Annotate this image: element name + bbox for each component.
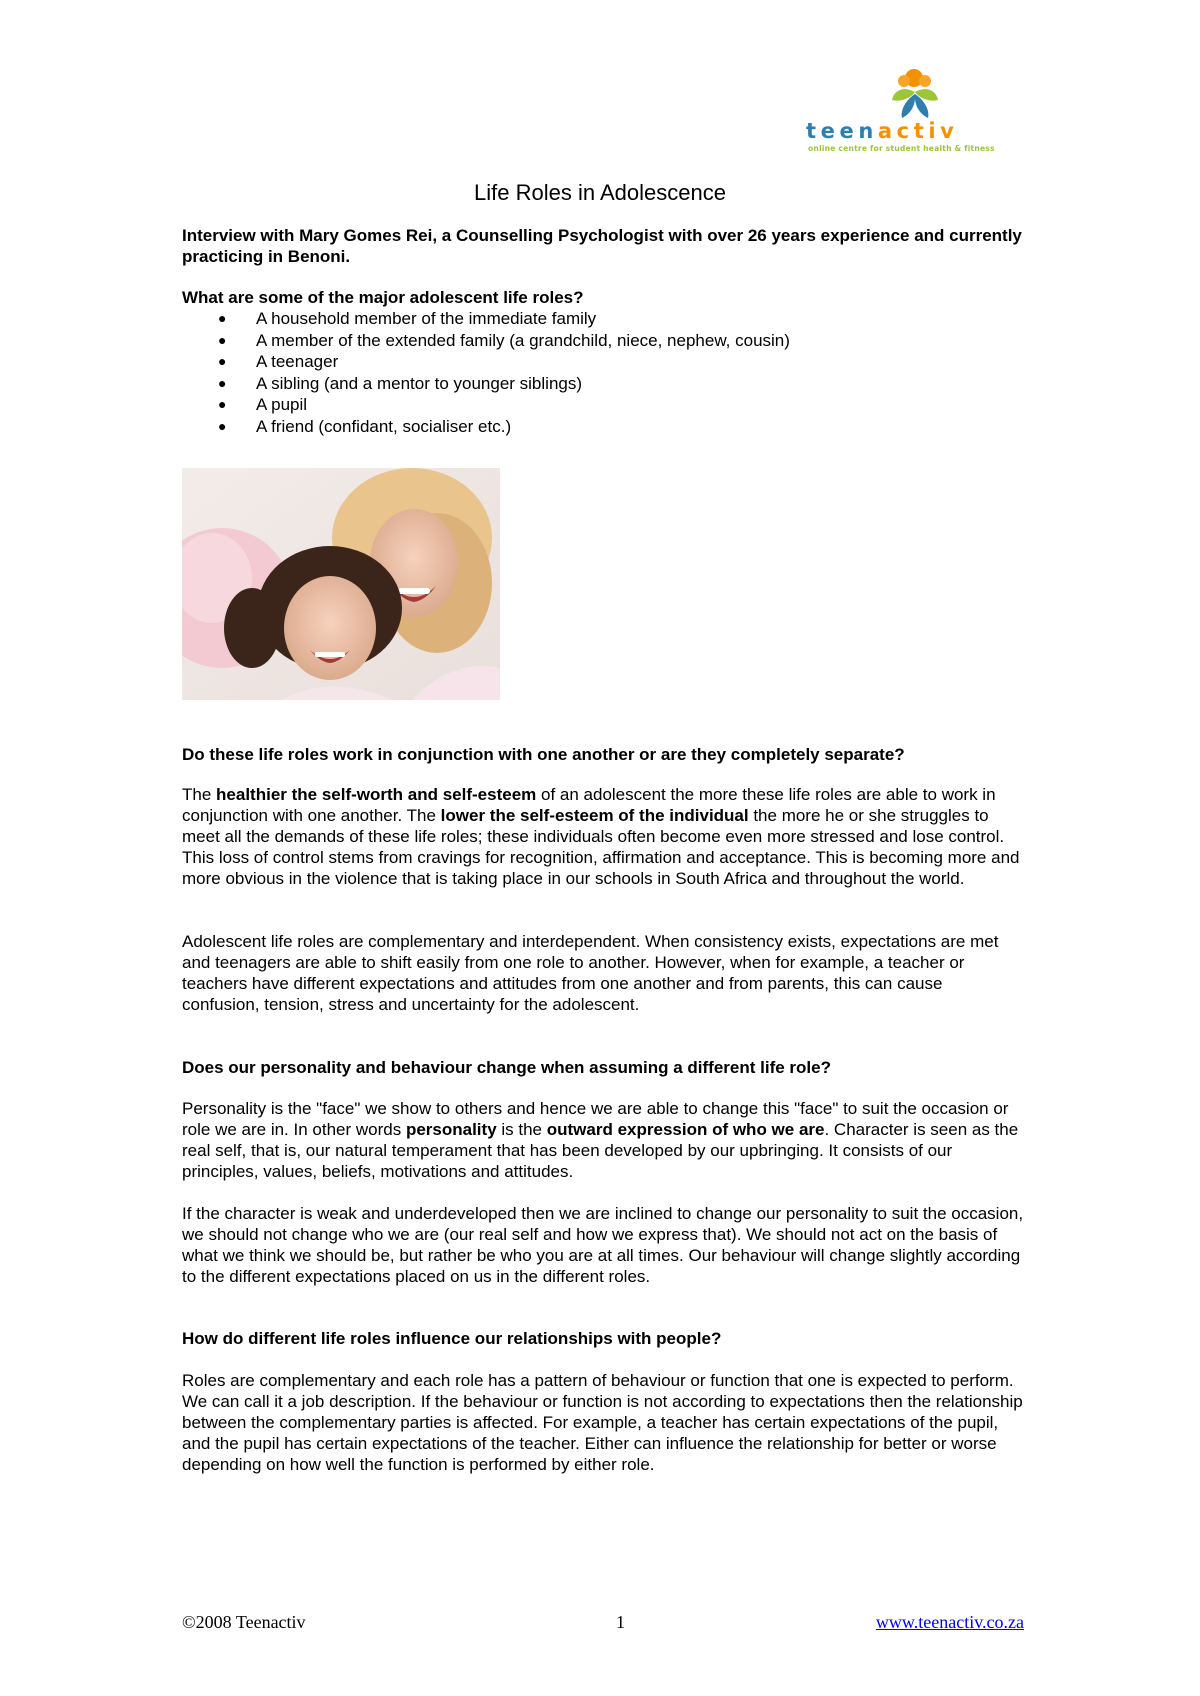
flower-logo-icon [888,68,944,120]
photo-illustration [182,468,500,700]
list-item [182,330,1024,352]
list-item-text: A friend (confidant, socialiser etc.) [256,416,512,436]
logo-wordmark [806,118,958,144]
list-item [182,373,1024,395]
list-item [182,394,1024,416]
question-relationships: How do different life roles influence our relationships with people? [182,1329,722,1348]
question-personality: Does our personality and behaviour change when assuming a different life role? [182,1058,831,1077]
bullet-icon: ● [218,396,227,412]
page-footer [182,1612,1024,1636]
list-item-text: A household member of the immediate family [256,309,597,328]
answer-personality-paragraph-1: Personality is the "face" we show to others and hence we are able to change this "face" to suit the occasion or role we are in. In other words personality is the outward expression of who we are. Character is seen as the real self, that is, our natural temperament that has been developed by our upbringing. It consists of our principles, values, beliefs, motivations and attitudes. [182,1099,1019,1181]
answer-conjunction-paragraph-2: Adolescent life roles are complementary and interdependent. When consistency exists, expectations are met and teenagers are able to shift easily from one role to another. However, when for example, a teacher or teachers have different expectations and attitudes from one another and from parents, this can cause confusion, tension, stress and uncertainty for the adolescent. [182,932,999,1014]
life-roles-list [182,308,1024,437]
footer-copyright: ©2008 Teenactiv [182,1612,306,1632]
list-item-text: A teenager [256,352,339,371]
bullet-icon: ● [218,353,227,369]
teenactiv-logo [806,68,1024,158]
list-item [182,308,1024,330]
answer-relationships-paragraph: Roles are complementary and each role has a pattern of behaviour or function that one is expected to perform. We can call it a job description. If the behaviour or function is not according to expectations then the relationship between the complementary parties is affected. For example, a teacher has certain expectations of the pupil, and the pupil has certain expectations of the teacher. Either can influence the relationship for better or worse depending on how well the function is performed by either role. [182,1371,1023,1474]
intro-text: Interview with Mary Gomes Rei, a Counselling Psychologist with over 26 years experience and currently practicing in Benoni. [182,226,1022,266]
answer-personality-paragraph-2: If the character is weak and underdeveloped then we are inclined to change our personality to suit the occasion, we should not change who we are (our real self and how we express that). We should not act on the basis of what we think we should be, but rather be who you are at all times. Our behaviour will change slightly according to the different expectations placed on us in the different roles. [182,1204,1024,1286]
logo-word-teen: teen [806,119,878,143]
list-item-text: A sibling (and a mentor to younger siblings) [256,373,583,393]
bullet-icon: ● [218,374,227,391]
list-item [182,416,1024,438]
list-item-text: A member of the extended family (a grandchild, niece, nephew, cousin) [256,330,790,350]
question-conjunction: Do these life roles work in conjunction with one another or are they completely separate? [182,745,905,764]
question-life-roles: What are some of the major adolescent life roles? [182,288,584,307]
bullet-icon: ● [218,310,227,326]
bullet-icon: ● [218,417,227,434]
list-item [182,351,1024,373]
answer-conjunction-paragraph-1: The healthier the self-worth and self-esteem of an adolescent the more these life roles are able to work in conjunction with one another. The lower the self-esteem of the individual the more he or she struggles to meet all the demands of these life roles; these individuals often become even more stressed and lose control. This loss of control stems from cravings for recognition, affirmation and acceptance. This is becoming more and more obvious in the violence that is taking place in our schools in South Africa and throughout the world. [182,785,1020,888]
logo-tagline: online centre for student health & fitness [808,144,995,153]
document-title: Life Roles in Adolescence [474,180,726,205]
footer-page-number: 1 [616,1612,625,1632]
list-item-text: A pupil [256,395,308,414]
bullet-icon: ● [218,331,227,348]
teen-girls-photo [182,468,500,700]
logo-word-activ: activ [877,119,959,143]
footer-website-link[interactable]: www.teenactiv.co.za [875,1612,1024,1632]
